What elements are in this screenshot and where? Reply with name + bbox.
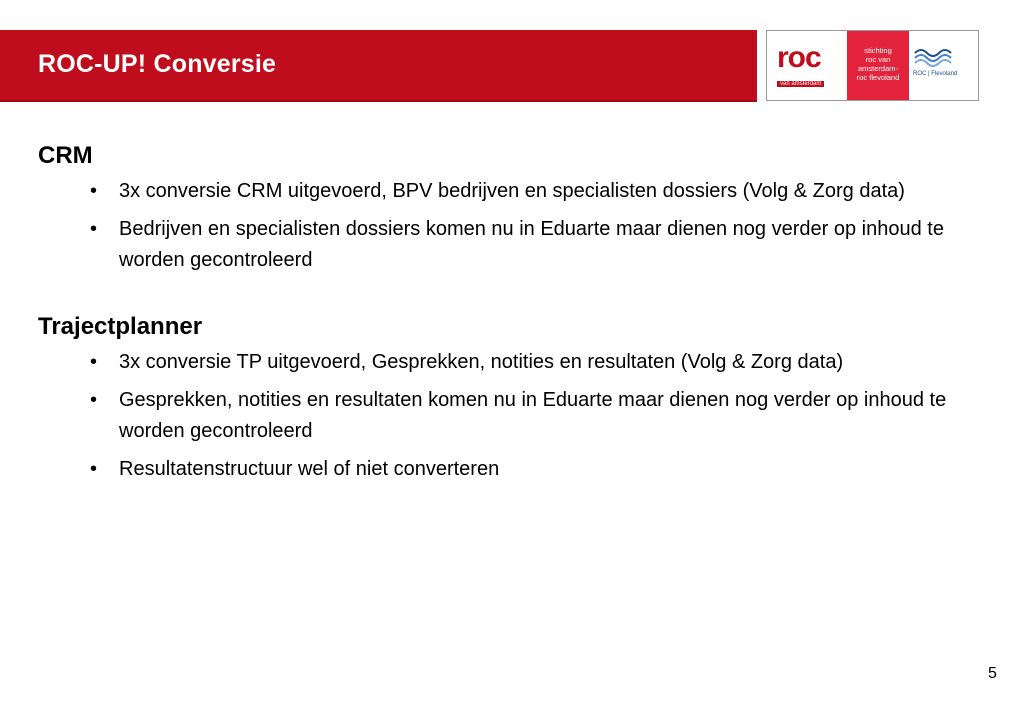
flevoland-waves-icon bbox=[913, 45, 953, 69]
bullet-symbol: • bbox=[90, 389, 98, 411]
stichting-line: amsterdam- bbox=[857, 64, 898, 73]
bullet-text: Gesprekken, notities en resultaten komen nu in Eduarte maar dienen nog verder op inhoud te worden gecontroleerd bbox=[119, 389, 947, 442]
bullet-text: Resultatenstructuur wel of niet converteren bbox=[119, 458, 500, 480]
bullet-list bbox=[38, 176, 988, 276]
title-bar bbox=[0, 30, 757, 102]
roc-logo-letters: roc bbox=[777, 41, 821, 74]
bullet-list bbox=[38, 347, 988, 485]
organization-logo bbox=[766, 30, 979, 101]
section-crm bbox=[38, 140, 988, 276]
section-heading: CRM bbox=[38, 142, 93, 169]
page-number: 5 bbox=[988, 665, 997, 682]
bullet-item bbox=[38, 347, 988, 378]
bullet-text: 3x conversie TP uitgevoerd, Gesprekken, notities en resultaten (Volg & Zorg data) bbox=[119, 351, 844, 373]
bullet-symbol: • bbox=[90, 218, 98, 240]
roc-logo-subtitle: van amsterdam bbox=[777, 81, 824, 87]
bullet-symbol: • bbox=[90, 180, 98, 202]
bullet-text: Bedrijven en specialisten dossiers komen nu in Eduarte maar dienen nog verder op inhoud te worden gecontroleerd bbox=[119, 218, 944, 271]
roc-amsterdam-logo bbox=[775, 37, 843, 93]
bullet-symbol: • bbox=[90, 351, 98, 373]
bullet-item bbox=[38, 214, 988, 276]
flevoland-logo-text: ROC | Flevoland bbox=[913, 71, 958, 77]
stichting-line: roc flevoland bbox=[856, 73, 900, 82]
section-trajectplanner bbox=[38, 311, 988, 485]
stichting-line: stichting bbox=[864, 46, 892, 55]
bullet-item bbox=[38, 454, 988, 485]
roc-flevoland-logo bbox=[913, 45, 977, 89]
bullet-symbol: • bbox=[90, 458, 98, 480]
bullet-item bbox=[38, 385, 988, 447]
slide-title: ROC-UP! Conversie bbox=[38, 50, 277, 78]
slide-content bbox=[38, 140, 988, 492]
section-heading: Trajectplanner bbox=[38, 313, 203, 340]
bullet-item bbox=[38, 176, 988, 207]
stichting-line: roc van bbox=[865, 55, 891, 64]
bullet-text: 3x conversie CRM uitgevoerd, BPV bedrijven en specialisten dossiers (Volg & Zorg data) bbox=[119, 180, 905, 202]
stichting-logo-block bbox=[847, 31, 909, 100]
